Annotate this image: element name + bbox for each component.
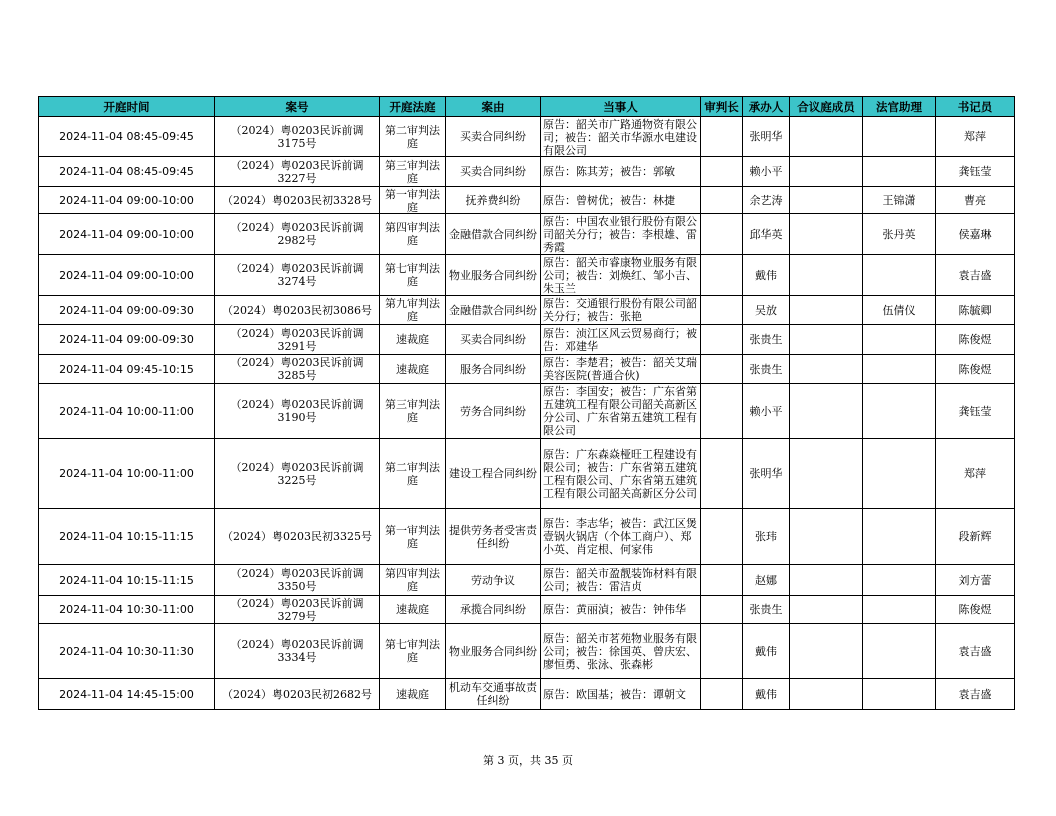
cell-case-no: （2024）粤0203民诉前调3350号 xyxy=(215,565,380,596)
cell-handler: 戴伟 xyxy=(743,624,790,679)
col-header-clerk: 书记员 xyxy=(936,97,1015,117)
cell-assistant xyxy=(863,384,936,439)
cell-case-no: （2024）粤0203民初3086号 xyxy=(215,296,380,325)
cell-chief xyxy=(701,355,743,384)
cell-handler: 张贵生 xyxy=(743,596,790,624)
cell-case-no: （2024）粤0203民诉前调3285号 xyxy=(215,355,380,384)
cell-time: 2024-11-04 10:00-11:00 xyxy=(39,439,215,509)
col-header-assistant: 法官助理 xyxy=(863,97,936,117)
cell-panel xyxy=(790,117,863,157)
cell-party: 原告：黄丽湞；被告：钟伟华 xyxy=(541,596,701,624)
cell-case-no: （2024）粤0203民诉前调3334号 xyxy=(215,624,380,679)
cell-handler: 张明华 xyxy=(743,117,790,157)
cell-cause: 建设工程合同纠纷 xyxy=(446,439,541,509)
cell-handler: 张贵生 xyxy=(743,355,790,384)
cell-assistant xyxy=(863,509,936,565)
page-number: 第 3 页，共 35 页 xyxy=(483,754,573,767)
cell-party: 原告：李国安；被告：广东省第五建筑工程有限公司韶关高新区分公司、广东省第五建筑工程有限公司 xyxy=(541,384,701,439)
cell-panel xyxy=(790,679,863,710)
cell-party: 原告：韶关市盈靓装饰材料有限公司；被告：雷洁贞 xyxy=(541,565,701,596)
cell-cause: 买卖合同纠纷 xyxy=(446,117,541,157)
cell-panel xyxy=(790,509,863,565)
cell-assistant: 张丹英 xyxy=(863,214,936,255)
cell-panel xyxy=(790,325,863,355)
cell-party: 原告：交通银行股份有限公司韶关分行；被告：张艳 xyxy=(541,296,701,325)
cell-assistant: 伍倩仪 xyxy=(863,296,936,325)
hearing-schedule-table xyxy=(38,96,1015,710)
cell-court: 第一审判法庭 xyxy=(380,187,446,214)
cell-chief xyxy=(701,214,743,255)
cell-court: 第三审判法庭 xyxy=(380,384,446,439)
cell-panel xyxy=(790,355,863,384)
cell-cause: 金融借款合同纠纷 xyxy=(446,214,541,255)
cell-chief xyxy=(701,509,743,565)
cell-party: 原告：李志华；被告：武江区煲壹锅火锅店（个体工商户）、郑小英、肖定根、何家伟 xyxy=(541,509,701,565)
cell-panel xyxy=(790,296,863,325)
cell-handler: 张明华 xyxy=(743,439,790,509)
table-row xyxy=(39,679,1015,710)
table-row xyxy=(39,624,1015,679)
cell-chief xyxy=(701,157,743,187)
cell-party: 原告：欧国基；被告：谭朝文 xyxy=(541,679,701,710)
cell-time: 2024-11-04 09:00-09:30 xyxy=(39,296,215,325)
cell-clerk: 陈俊煜 xyxy=(936,325,1015,355)
table-row xyxy=(39,117,1015,157)
cell-cause: 服务合同纠纷 xyxy=(446,355,541,384)
cell-case-no: （2024）粤0203民诉前调3291号 xyxy=(215,325,380,355)
cell-court: 第四审判法庭 xyxy=(380,565,446,596)
cell-chief xyxy=(701,596,743,624)
table-row xyxy=(39,509,1015,565)
cell-assistant xyxy=(863,255,936,296)
cell-assistant xyxy=(863,679,936,710)
table-row xyxy=(39,596,1015,624)
cell-party: 原告：李楚君；被告：韶关艾瑞美容医院(普通合伙) xyxy=(541,355,701,384)
cell-case-no: （2024）粤0203民初3328号 xyxy=(215,187,380,214)
cell-chief xyxy=(701,624,743,679)
cell-case-no: （2024）粤0203民初2682号 xyxy=(215,679,380,710)
cell-clerk: 袁吉盛 xyxy=(936,255,1015,296)
cell-handler: 戴伟 xyxy=(743,255,790,296)
cell-assistant xyxy=(863,439,936,509)
cell-party: 原告：陈其芳；被告：郭敏 xyxy=(541,157,701,187)
cell-court: 第二审判法庭 xyxy=(380,439,446,509)
cell-chief xyxy=(701,255,743,296)
cell-panel xyxy=(790,384,863,439)
cell-party: 原告：韶关市广路通物资有限公司；被告：韶关市华源水电建设有限公司 xyxy=(541,117,701,157)
cell-assistant xyxy=(863,117,936,157)
cell-court: 速裁庭 xyxy=(380,596,446,624)
cell-panel xyxy=(790,157,863,187)
header-row xyxy=(39,97,1015,117)
cell-cause: 提供劳务者受害责任纠纷 xyxy=(446,509,541,565)
cell-handler: 余艺涛 xyxy=(743,187,790,214)
cell-cause: 物业服务合同纠纷 xyxy=(446,624,541,679)
cell-case-no: （2024）粤0203民诉前调3175号 xyxy=(215,117,380,157)
col-header-case-no: 案号 xyxy=(215,97,380,117)
cell-chief xyxy=(701,296,743,325)
cell-panel xyxy=(790,255,863,296)
cell-clerk: 曹亮 xyxy=(936,187,1015,214)
table-row xyxy=(39,565,1015,596)
cell-case-no: （2024）粤0203民诉前调3274号 xyxy=(215,255,380,296)
cell-court: 第四审判法庭 xyxy=(380,214,446,255)
table-row xyxy=(39,187,1015,214)
cell-time: 2024-11-04 14:45-15:00 xyxy=(39,679,215,710)
cell-case-no: （2024）粤0203民初3325号 xyxy=(215,509,380,565)
cell-clerk: 侯嘉琳 xyxy=(936,214,1015,255)
cell-assistant xyxy=(863,355,936,384)
table-row xyxy=(39,384,1015,439)
cell-clerk: 龚钰莹 xyxy=(936,157,1015,187)
cell-time: 2024-11-04 08:45-09:45 xyxy=(39,117,215,157)
cell-handler: 张贵生 xyxy=(743,325,790,355)
cell-time: 2024-11-04 10:15-11:15 xyxy=(39,509,215,565)
cell-panel xyxy=(790,565,863,596)
cell-cause: 劳务合同纠纷 xyxy=(446,384,541,439)
table-row xyxy=(39,439,1015,509)
cell-assistant xyxy=(863,325,936,355)
cell-clerk: 陈毓卿 xyxy=(936,296,1015,325)
cell-clerk: 郑萍 xyxy=(936,117,1015,157)
cell-cause: 买卖合同纠纷 xyxy=(446,157,541,187)
cell-cause: 买卖合同纠纷 xyxy=(446,325,541,355)
cell-party: 原告：韶关市睿康物业服务有限公司；被告：刘焕红、邹小吉、朱玉兰 xyxy=(541,255,701,296)
cell-handler: 戴伟 xyxy=(743,679,790,710)
cell-handler: 吴放 xyxy=(743,296,790,325)
cell-court: 第一审判法庭 xyxy=(380,509,446,565)
table-row xyxy=(39,157,1015,187)
cell-chief xyxy=(701,565,743,596)
cell-handler: 赵娜 xyxy=(743,565,790,596)
cell-cause: 金融借款合同纠纷 xyxy=(446,296,541,325)
page-footer xyxy=(0,752,1056,768)
cell-case-no: （2024）粤0203民诉前调3190号 xyxy=(215,384,380,439)
cell-chief xyxy=(701,439,743,509)
col-header-handler: 承办人 xyxy=(743,97,790,117)
cell-panel xyxy=(790,439,863,509)
cell-assistant xyxy=(863,565,936,596)
cell-clerk: 段新辉 xyxy=(936,509,1015,565)
table-row xyxy=(39,355,1015,384)
cell-chief xyxy=(701,384,743,439)
cell-time: 2024-11-04 10:30-11:30 xyxy=(39,624,215,679)
cell-clerk: 陈俊煜 xyxy=(936,355,1015,384)
cell-time: 2024-11-04 09:45-10:15 xyxy=(39,355,215,384)
cell-time: 2024-11-04 08:45-09:45 xyxy=(39,157,215,187)
cell-panel xyxy=(790,187,863,214)
cell-case-no: （2024）粤0203民诉前调3225号 xyxy=(215,439,380,509)
cell-time: 2024-11-04 10:15-11:15 xyxy=(39,565,215,596)
cell-assistant xyxy=(863,596,936,624)
cell-case-no: （2024）粤0203民诉前调2982号 xyxy=(215,214,380,255)
cell-time: 2024-11-04 10:00-11:00 xyxy=(39,384,215,439)
cell-party: 原告：浈江区风云贸易商行；被告：邓建华 xyxy=(541,325,701,355)
cell-cause: 机动车交通事故责任纠纷 xyxy=(446,679,541,710)
cell-court: 速裁庭 xyxy=(380,355,446,384)
table-row xyxy=(39,255,1015,296)
cell-time: 2024-11-04 10:30-11:00 xyxy=(39,596,215,624)
cell-court: 第九审判法庭 xyxy=(380,296,446,325)
cell-clerk: 郑萍 xyxy=(936,439,1015,509)
cell-assistant xyxy=(863,624,936,679)
cell-chief xyxy=(701,679,743,710)
cell-clerk: 袁吉盛 xyxy=(936,624,1015,679)
cell-handler: 赖小平 xyxy=(743,384,790,439)
table-row xyxy=(39,214,1015,255)
cell-party: 原告：曾树优；被告：林捷 xyxy=(541,187,701,214)
cell-court: 第七审判法庭 xyxy=(380,255,446,296)
cell-court: 第二审判法庭 xyxy=(380,117,446,157)
table-row xyxy=(39,296,1015,325)
cell-case-no: （2024）粤0203民诉前调3279号 xyxy=(215,596,380,624)
cell-panel xyxy=(790,596,863,624)
cell-panel xyxy=(790,624,863,679)
cell-chief xyxy=(701,187,743,214)
cell-court: 速裁庭 xyxy=(380,679,446,710)
col-header-court: 开庭法庭 xyxy=(380,97,446,117)
cell-assistant: 王锦潇 xyxy=(863,187,936,214)
cell-cause: 劳动争议 xyxy=(446,565,541,596)
cell-court: 第三审判法庭 xyxy=(380,157,446,187)
col-header-cause: 案由 xyxy=(446,97,541,117)
cell-clerk: 袁吉盛 xyxy=(936,679,1015,710)
col-header-party: 当事人 xyxy=(541,97,701,117)
cell-clerk: 刘方蕾 xyxy=(936,565,1015,596)
cell-court: 速裁庭 xyxy=(380,325,446,355)
cell-party: 原告：广东森焱桠旺工程建设有限公司；被告：广东省第五建筑工程有限公司、广东省第五建筑工程有限公司韶关高新区分公司 xyxy=(541,439,701,509)
cell-handler: 张玮 xyxy=(743,509,790,565)
cell-handler: 赖小平 xyxy=(743,157,790,187)
cell-assistant xyxy=(863,157,936,187)
cell-time: 2024-11-04 09:00-09:30 xyxy=(39,325,215,355)
col-header-chief: 审判长 xyxy=(701,97,743,117)
cell-cause: 承揽合同纠纷 xyxy=(446,596,541,624)
cell-cause: 物业服务合同纠纷 xyxy=(446,255,541,296)
cell-cause: 抚养费纠纷 xyxy=(446,187,541,214)
cell-chief xyxy=(701,325,743,355)
cell-party: 原告：韶关市茗苑物业服务有限公司；被告：徐国英、曾庆宏、廖恒勇、张泳、张森彬 xyxy=(541,624,701,679)
cell-handler: 邱华英 xyxy=(743,214,790,255)
cell-court: 第七审判法庭 xyxy=(380,624,446,679)
col-header-time: 开庭时间 xyxy=(39,97,215,117)
cell-clerk: 陈俊煜 xyxy=(936,596,1015,624)
table-row xyxy=(39,325,1015,355)
cell-time: 2024-11-04 09:00-10:00 xyxy=(39,214,215,255)
cell-chief xyxy=(701,117,743,157)
cell-case-no: （2024）粤0203民诉前调3227号 xyxy=(215,157,380,187)
cell-panel xyxy=(790,214,863,255)
cell-time: 2024-11-04 09:00-10:00 xyxy=(39,187,215,214)
cell-party: 原告：中国农业银行股份有限公司韶关分行；被告：李根雄、雷秀霞 xyxy=(541,214,701,255)
cell-clerk: 龚钰莹 xyxy=(936,384,1015,439)
col-header-panel: 合议庭成员 xyxy=(790,97,863,117)
cell-time: 2024-11-04 09:00-10:00 xyxy=(39,255,215,296)
